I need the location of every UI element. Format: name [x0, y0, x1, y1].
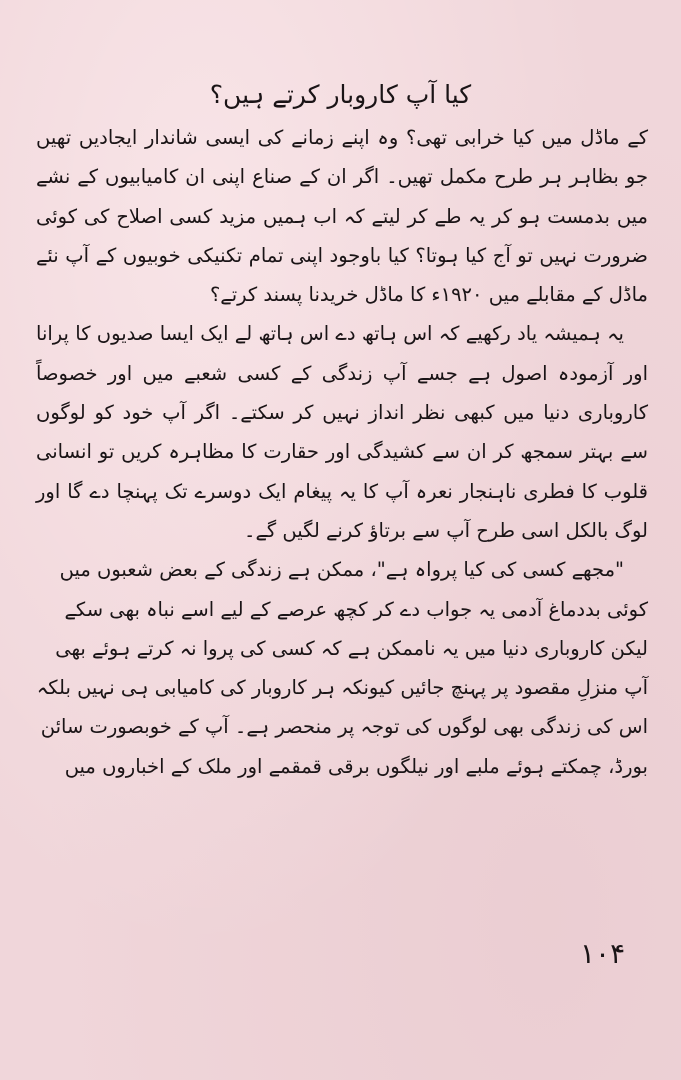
paragraph-1: کے ماڈل میں کیا خرابی تھی؟ وہ اپنے زمانے کی ایسی شاندار ایجادیں تھیں جو بظاہر ہر طرح مکمل تھیں۔ اگر ان کے صناع اپنی ان کامیابیوں کے نشے میں بدمست ہو کر یہ طے کر لیتے کہ اب ہمیں مزید کسی اصلاح کی کوئی ضرورت نہیں تو آج کیا ہوتا؟ کیا باوجود اپنی تمام تکنیکی خوبیوں کے آپ نئے ماڈل کے مقابلے میں ۱۹۲۰ء کا ماڈل خریدنا پسند کرتے؟ — [36, 126, 648, 307]
page-number: ۱۰۴ — [580, 937, 626, 970]
paragraph-3: "مجھے کسی کی کیا پرواہ ہے"، ممکن ہے زندگی کے بعض شعبوں میں کوئی بددماغ آدمی یہ جواب دے کر کچھ عرصے کے لیے اسے نباہ بھی سکے لیکن کاروباری دنیا میں یہ ناممکن ہے کہ کسی کی پروا نہ کرتے ہوئے بھی آپ منزلِ مقصود پر پہنچ جائیں کیونکہ ہر کاروبار کی کامیابی ہی نہیں بلکہ اس کی زندگی بھی لوگوں کی توجہ پر منحصر ہے۔ آپ کے خوبصورت سائن بورڈ، چمکتے ہوئے ملبے اور نیلگوں برقی قمقمے اور ملک کے اخباروں میں — [36, 558, 648, 778]
page-title: کیا آپ کاروبار کرتے ہیں؟ — [209, 80, 472, 109]
paragraph-2: یہ ہمیشہ یاد رکھیے کہ اس ہاتھ دے اس ہاتھ لے ایک ایسا صدیوں کا پرانا اور آزمودہ اصول ہے جسے آپ زندگی کے کسی شعبے میں اور خصوصاً کاروباری دنیا میں کبھی نظر انداز نہیں کر سکتے۔ اگر آپ خود کو لوگوں سے بہتر سمجھ کر ان سے کشیدگی اور حقارت کا مظاہرہ کریں تو انسانی قلوب کا فطری ناہنجار نعرہ آپ کا یہ پیغام ایک دوسرے تک پہنچا دے گا اور لوگ بالکل اسی طرح آپ سے برتاؤ کرنے لگیں گے۔ — [36, 322, 648, 542]
body-text — [36, 118, 648, 786]
